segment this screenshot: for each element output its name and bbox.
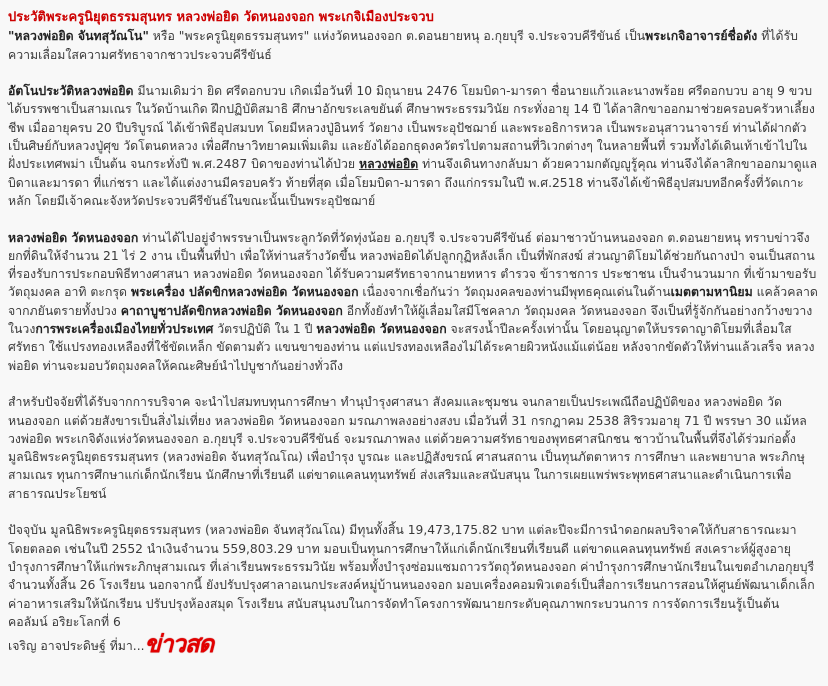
column-name: คอลัมน์ อริยะโลกที่ 6 xyxy=(8,614,121,629)
paragraph-biography xyxy=(8,82,818,210)
paragraph-present: ปัจจุบัน มูลนิธิพระครูนิยุตธรรมสุนทร (หลวงพ่อยิด จันทสุวัณโณ) มีทุนทั้งสิ้น 19,473,175.82 บาท แต่ละปีจะมีการนำดอกผลบริจาคให้กับสาธารณะมาโดยตลอด เช่นในปี 2552 นำเงินจำนวน 559,803.29 บาท มอบเป็นทุนการศึกษาให้แก่เด็กนักเรียนที่เรียนดี แต่ขาดแคลนทุนทรัพย์ สงเคราะห์ผู้สูงอายุ บำรุงการศึกษาให้แก่พระภิกษุสามเณร ที่เล่าเรียนพระธรรมวินัย พร้อมทั้งบำรุงซ่อมแซมถาวรวัตถุวัดหนองจอก ค่าบำรุงการศึกษานักเรียนในเขตอำเภอกุยบุรี จำนวนทั้งสิ้น 26 โรงเรียน นอกจากนี้ ยังปรับปรุงศาลาอเนกประสงค์หมู่บ้านหนองจอก มอบเครื่องคอมพิวเตอร์เป็นสื่อการเรียนการสอนให้ศูนย์พัฒนาเด็กเล็ก ค่าอาหารเสริมให้นักเรียน ปรับปรุงห้องสมุด โรงเรียน สนับสนุนงบในการจัดทำโครงการพัฒนายกระดับคุณภาพกระบวนการ การจัดการเรียนรู้เป็นต้น xyxy=(8,523,815,611)
bold-text: อัตโนประวัติหลวงพ่อยิด xyxy=(8,84,134,99)
text: วัตรปฏิบัติ ใน 1 ปี xyxy=(213,322,317,337)
bold-text: พระเครื่อง ปลัดขิกหลวงพ่อยิด วัดหนองจอก xyxy=(130,285,359,300)
text: มีนามเดิมว่า ยิด ศรีดอกบวบ เกิดเมื่อวันที่ 10 มิถุนายน 2476 โยมบิดา-มารดา ชื่อนายแก้วและนางพร้อย ศรีดอกบวบ อายุ 9 ขวบ ได้บรรพชาเป็นสามเณร ในวัดบ้านเกิด ฝึกปฏิบัติสมาธิ ศึกษาอักขระเลขยันต์ ศึกษาพระธรรมวินัย กระทั่งอายุ 14 ปี ได้ลาสิกขาออกมาช่วยครอบครัวหาเลี้ยงชีพ เมื่ออายุครบ 20 ปีบริบูรณ์ ได้เข้าพิธีอุปสมบท โดยมีหลวงปู่อินทร์ วัดยาง เป็นพระอุปัชฌาย์ และพระอธิการหวล เป็นพระอนุสาวนาจารย์ ท่านได้ฝากตัวเป็นศิษย์กับหลวงปู่ศุข วัดโตนดหลวง เพื่อศึกษาวิทยาคมเพิ่มเติม และยังได้ออกธุดงควัตรไปตามสถานที่วิเวกต่างๆ ในหลายพื้นที่ รวมทั้งได้เดินเท้าเข้าไปในฝั่งประเทศพม่า เป็นต้น จนกระทั่งปี พ.ศ.2487 บิดาของท่านได้ป่วย xyxy=(8,84,815,172)
text: ท่านได้ไปอยู่จำพรรษาเป็นพระลูกวัดที่วัดทุ่งน้อย อ.กุยบุรี จ.ประจวบคีรีขันธ์ ต่อมาชาวบ้านหนองจอก ต.ดอนยายหนุ ทราบข่าวจึงยกที่ดินให้จำนวน 21 ไร่ 2 งาน เป็นพื้นที่ป่า เพื่อให้ท่านสร้างวัดขึ้น หลวงพ่อยิดได้ปลูกกุฏิหลังเล็ก เป็นที่พักสงฆ์ ส่วนญาติโยมได้ช่วยกันถางป่า จนเป็นสถานที่รองรับการประกอบพิธีทางศาสนา หลวงพ่อยิด วัดหนองจอก ได้รับความศรัทธาจากนายทหาร ตำรวจ ข้าราชการ ประชาชน เป็นจำนวนมาก ที่เข้ามาขอรับวัตถุมงคล อาทิ ตะกรุด xyxy=(8,230,817,300)
bold-text: พระเกจิอาจารย์ชื่อดัง xyxy=(645,29,758,44)
paragraph-intro xyxy=(8,27,818,64)
article-title: ประวัติพระครูนิยุตธรรมสุนทร หลวงพ่อยิด วัดหนองจอก พระเกจิเมืองประจวบ xyxy=(8,10,434,25)
text: ที่ได้รับความเลื่อมใสความศรัทธาจากชาวประจวบคีรีขันธ์ xyxy=(8,29,798,62)
text: ท่านจึงเดินทางกลับมา ด้วยความกตัญญูรู้คุณ ท่านจึงได้ลาสิกขาออกมาดูแลบิดาและมารดา ที่แก่ชรา และได้แต่งงานมีครอบครัว ท้ายที่สุด เมื่อโยมบิดา-มารดา ถึงแก่กรรมในปี พ.ศ.2518 ท่านจึงได้เข้าพิธีอุปสมบทอีกครั้งที่วัดเกาะหลัก โดยมีเจ้าคณะจังหวัดประจวบคีรีขันธ์ในขณะนั้นเป็นพระอุปัชฌาย์ xyxy=(8,157,818,208)
text: แคล้วคลาดจากภยันตรายทั้งปวง xyxy=(8,285,818,318)
bold-text: "หลวงพ่อยิด จันทสุวัณโน" xyxy=(8,29,149,44)
author-source: เจริญ อาจประดิษฐ์ ที่มา... xyxy=(8,639,145,654)
text: จะสรงน้ำปีละครั้งเท่านั้น โดยอนุญาตให้บรรดาญาติโยมที่เลื่อมใสศรัทธา ใช้แปรงทองเหลืองที่ใช้ขัดเหล็ก ขัดตามตัว แขนขาของท่าน แต่แปรงทองเหลืองไม่ได้ระคายผิวหนังแม้แต่น้อย หลังจากขัดตัวให้ท่านแล้วเสร็จ หลวงพ่อยิด ท่านจะมอบวัตถุมงคลให้คณะศิษย์นำไปบูชากันอย่างทั่วถึง xyxy=(8,322,815,373)
khaosod-logo: ข่าวสด xyxy=(144,630,214,659)
paragraph-temple xyxy=(8,229,818,375)
bold-text: หลวงพ่อยิด วัดหนองจอก xyxy=(8,230,139,245)
link-luang-pho-yid[interactable]: หลวงพ่อยิด xyxy=(359,157,419,172)
byline xyxy=(8,630,818,659)
text: เนื่องจากเชื่อกันว่า วัตถุมงคลของท่านมีพุทธคุณเด่นในด้าน xyxy=(358,285,671,300)
bold-text: คาถาบูชาปลัดขิกหลวงพ่อยิด วัดหนองจอก xyxy=(120,303,343,318)
text: อีกทั้งยังทำให้ผู้เลื่อมใสมีโชคลาภ วัตถุมงคล วัดหนองจอก จึงเป็นที่รู้จักกันอย่างกว้างขวางในวง xyxy=(8,303,813,337)
paragraph-foundation: สำหรับปัจจัยที่ได้รับจากการบริจาค จะนำไปสมทบทุนการศึกษา ทำนุบำรุงศาสนา สังคมและชุมชน จนกลายเป็นประเพณีถือปฏิบัติของ หลวงพ่อยิด วัดหนองจอก แต่ด้วยสังขารเป็นสิ่งไม่เที่ยง หลวงพ่อยิด วัดหนองจอก มรณภาพลงอย่างสงบ เมื่อวันที่ 31 กรกฎาคม 2538 สิริรวมอายุ 71 ปี พรรษา 30 แม้หลวงพ่อยิด พระเกจิดังแห่งวัดหนองจอก อ.กุยบุรี จ.ประจวบคีรีขันธ์ จะมรณภาพลง แต่ด้วยความศรัทธาของพุทธศาสนิกชน ชาวบ้านในพื้นที่จึงได้ร่วมก่อตั้งมูลนิธิพระครูนิยุตธรรมสุนทร (หลวงพ่อยิด จันทสุวัณโณ) เพื่อบำรุง บูรณะ และปฏิสังขรณ์ ศาสนสถาน เป็นทุนภัตตาหาร การศึกษา และพยาบาล พระภิกษุสามเณร ทุนการศึกษาแก่เด็กนักเรียน นักศึกษาที่เรียนดี แต่ขาดแคลนทุนทรัพย์ ส่งเสริมและสนับสนุน ในการเผยแพร่พระพุทธศาสนาและดำเนินการเพื่อสาธารณประโยชน์ xyxy=(8,395,807,501)
bold-text: หลวงพ่อยิด วัดหนองจอก xyxy=(316,322,447,337)
bold-text: เมตตามหานิยม xyxy=(670,285,753,300)
bold-text: การพระเครื่องเมืองไทยทั่วประเทศ xyxy=(35,322,214,337)
text: หรือ "พระครูนิยุตธรรมสุนทร" แห่งวัดหนองจอก ต.ดอนยายหนุ อ.กุยบุรี จ.ประจวบคีรีขันธ์ เป็น xyxy=(148,29,646,44)
